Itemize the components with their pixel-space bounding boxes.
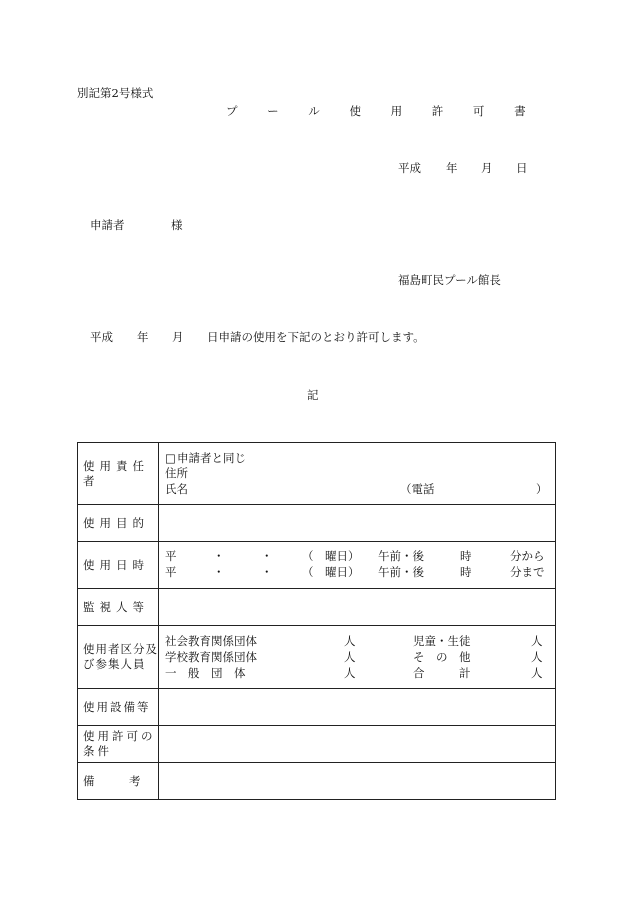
cell-purpose[interactable] [159, 505, 556, 542]
row-responsible [78, 443, 556, 505]
cat1-left-unit: 人 [344, 634, 356, 648]
row-datetime [78, 542, 556, 589]
document-title: プ ー ル 使 用 許 可 書 [226, 104, 539, 118]
label-remarks: 備 考 [78, 763, 159, 800]
dt2-ampm: 午前・後 [378, 565, 424, 579]
cell-datetime [159, 542, 556, 589]
label-supervisor: 監視人等 [78, 589, 159, 626]
cat3-left-unit: 人 [344, 666, 356, 680]
label-category: 使用者区分及び参集人員 [78, 626, 159, 689]
dt1-minute: 分から [510, 549, 545, 563]
dt2-weekday: （ 曜日） [302, 565, 360, 579]
form-id: 別記第2号様式 [77, 86, 154, 100]
statement-year: 年 [137, 330, 149, 344]
row-equipment [78, 689, 556, 726]
dt2-hour: 時 [460, 565, 472, 579]
statement-era: 平成 [90, 330, 113, 344]
label-equipment: 使用設備等 [78, 689, 159, 726]
cell-responsible [159, 443, 556, 505]
row-category [78, 626, 556, 689]
dt1-dot1: ・ [213, 549, 225, 563]
dt1-dot2: ・ [261, 549, 273, 563]
permit-table [77, 442, 556, 800]
row-supervisor [78, 589, 556, 626]
cell-conditions[interactable] [159, 726, 556, 763]
cat3-right: 合 計 [413, 666, 471, 680]
issuer-name: 福島町民プール館長 [398, 273, 501, 287]
cat1-right: 児童・生徒 [413, 634, 471, 648]
dt2-dot1: ・ [213, 565, 225, 579]
cat3-right-unit: 人 [531, 666, 543, 680]
cell-remarks[interactable] [159, 763, 556, 800]
phone-close: ） [536, 482, 548, 496]
cat2-left-unit: 人 [344, 650, 356, 664]
row-conditions [78, 726, 556, 763]
statement-text: 日申請の使用を下記のとおり許可します。 [207, 330, 425, 344]
name-label: 氏名 [165, 482, 188, 496]
same-as-applicant-checkbox[interactable]: □ [165, 451, 176, 465]
label-datetime: 使用日時 [78, 542, 159, 589]
cat2-right-unit: 人 [531, 650, 543, 664]
cat2-left: 学校教育関係団体 [165, 650, 257, 664]
same-as-applicant-label: 申請者と同じ [177, 451, 246, 465]
applicant-label: 申請者 [90, 218, 125, 232]
dt1-ampm: 午前・後 [378, 549, 424, 563]
cell-supervisor[interactable] [159, 589, 556, 626]
cell-equipment[interactable] [159, 689, 556, 726]
date-month: 月 [481, 161, 493, 175]
dt2-dot2: ・ [261, 565, 273, 579]
row-remarks [78, 763, 556, 800]
cat3-left: 一 般 団 体 [165, 666, 246, 680]
address-label: 住所 [165, 466, 188, 480]
dt2-minute: 分まで [510, 565, 545, 579]
dt1-hour: 時 [460, 549, 472, 563]
dt2-era: 平 [165, 565, 177, 579]
statement-month: 月 [172, 330, 184, 344]
ki-heading: 記 [307, 388, 319, 402]
date-day: 日 [516, 161, 528, 175]
dt1-weekday: （ 曜日） [302, 549, 360, 563]
date-year: 年 [446, 161, 458, 175]
phone-label: （電話 [400, 482, 435, 496]
dt1-era: 平 [165, 549, 177, 563]
label-purpose: 使用目的 [78, 505, 159, 542]
label-responsible: 使用責任者 [78, 443, 159, 505]
cell-category [159, 626, 556, 689]
cat1-left: 社会教育関係団体 [165, 634, 257, 648]
cat2-right: そ の 他 [413, 650, 471, 664]
applicant-honorific: 様 [171, 218, 183, 232]
cat1-right-unit: 人 [531, 634, 543, 648]
row-purpose [78, 505, 556, 542]
label-conditions: 使用許可の条件 [78, 726, 159, 763]
date-era: 平成 [398, 161, 421, 175]
